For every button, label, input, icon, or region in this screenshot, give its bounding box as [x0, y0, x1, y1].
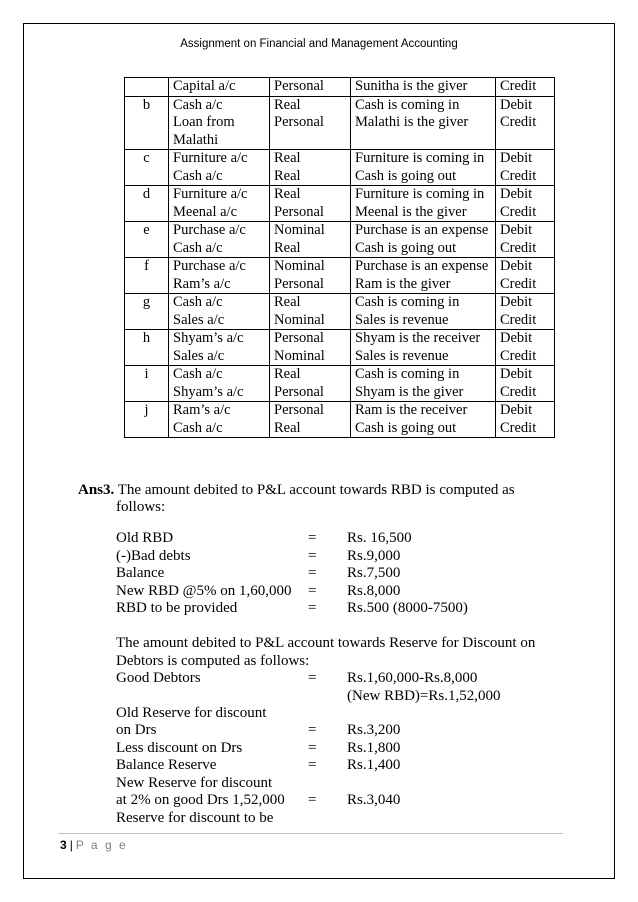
- table-row: [125, 330, 555, 366]
- cell-line: Cash is going out: [355, 167, 457, 184]
- balance-reserve-value: Rs.1,400: [347, 757, 401, 773]
- cell-line: Credit: [500, 203, 537, 220]
- account-cell: [169, 78, 270, 97]
- cell-line: Debit: [500, 96, 533, 113]
- cell-line: Personal: [274, 330, 324, 346]
- row-label: b: [125, 96, 169, 150]
- cell-line: Meenal a/c: [173, 203, 238, 220]
- account-cell: [169, 366, 270, 402]
- old-reserve-label: on Drs: [116, 722, 157, 738]
- cell-line: Personal: [274, 383, 324, 400]
- cell-line: Purchase a/c: [173, 222, 246, 238]
- cell-line: Real: [274, 150, 301, 166]
- balance-reserve-eq: =: [308, 757, 317, 773]
- reason-cell: [351, 186, 496, 222]
- effect-cell: [496, 96, 555, 150]
- cell-line: Purchase a/c: [173, 258, 246, 274]
- account-type-cell: [270, 402, 351, 438]
- row-label: d: [125, 186, 169, 222]
- effect-cell: [496, 222, 555, 258]
- cell-line: Ram is the receiver: [355, 402, 468, 418]
- cell-line: Cash a/c: [173, 96, 223, 113]
- old-reserve-value: Rs.3,200: [347, 722, 401, 738]
- cell-line: Purchase is an expense: [355, 222, 489, 238]
- row-label: g: [125, 294, 169, 330]
- cell-line: Personal: [274, 402, 324, 418]
- less-discount-label: Less discount on Drs: [116, 740, 243, 756]
- rbd-label: New RBD @5% on 1,60,000: [116, 583, 292, 599]
- cell-line: Personal: [274, 275, 324, 292]
- answer-3-intro-line2: follows:: [116, 499, 166, 515]
- rbd-value: Rs.9,000: [347, 548, 401, 564]
- cell-line: Nominal: [274, 258, 325, 274]
- cell-line: Real: [274, 294, 301, 310]
- row-label: f: [125, 258, 169, 294]
- row-label: i: [125, 366, 169, 402]
- account-cell: [169, 150, 270, 186]
- cell-line: Purchase is an expense: [355, 258, 489, 274]
- row-label: c: [125, 150, 169, 186]
- account-cell: [169, 330, 270, 366]
- effect-cell: [496, 366, 555, 402]
- account-cell: [169, 96, 270, 150]
- cell-line: Credit: [500, 275, 537, 292]
- cell-line: Credit: [500, 347, 537, 364]
- table-row: [125, 96, 555, 150]
- answer-3-intro: [78, 482, 515, 500]
- journal-analysis-table: [124, 77, 555, 438]
- cell-line: Real: [274, 186, 301, 202]
- rbd-eq: =: [308, 565, 317, 581]
- account-cell: [169, 258, 270, 294]
- cell-line: Shyam is the giver: [355, 383, 464, 400]
- row-label: e: [125, 222, 169, 258]
- table-body: [125, 78, 555, 438]
- cell-line: Cash a/c: [173, 366, 223, 382]
- cell-line: Shyam’s a/c: [173, 383, 244, 400]
- cell-line: Sunitha is the giver: [355, 78, 468, 94]
- cell-line: Real: [274, 167, 301, 184]
- cell-line: Credit: [500, 383, 537, 400]
- cell-line: Credit: [500, 167, 537, 184]
- cell-line: Sales is revenue: [355, 347, 449, 364]
- account-type-cell: [270, 294, 351, 330]
- cell-line: Cash a/c: [173, 294, 223, 310]
- rbd-eq: =: [308, 600, 317, 616]
- cell-line: Real: [274, 96, 301, 113]
- rbd-value: Rs.500 (8000-7500): [347, 600, 468, 616]
- cell-line: Debit: [500, 186, 533, 202]
- cell-line: Furniture a/c: [173, 150, 248, 166]
- cell-line: Cash is coming in: [355, 96, 460, 113]
- cell-line: Cash is coming in: [355, 366, 460, 382]
- good-debtors-value: Rs.1,60,000-Rs.8,000: [347, 670, 478, 686]
- cell-line: Ram’s a/c: [173, 402, 231, 418]
- cell-line: Nominal: [274, 222, 325, 238]
- account-cell: [169, 186, 270, 222]
- rbd-eq: =: [308, 530, 317, 546]
- effect-cell: [496, 258, 555, 294]
- page-header: Assignment on Financial and Management Accounting: [180, 38, 458, 50]
- page-word: P a g e: [75, 838, 128, 852]
- cell-line: Sales a/c: [173, 347, 225, 364]
- old-reserve-line1: Old Reserve for discount: [116, 705, 267, 721]
- cell-line: Cash is going out: [355, 419, 457, 436]
- table-row: [125, 78, 555, 97]
- cell-line: Malathi: [173, 131, 219, 148]
- reason-cell: [351, 78, 496, 97]
- cell-line: Debit: [500, 330, 533, 346]
- cell-line: Shyam is the receiver: [355, 330, 481, 346]
- cell-line: Real: [274, 366, 301, 382]
- account-cell: [169, 294, 270, 330]
- answer-3-intro-line1: The amount debited to P&L account towards RBD is computed as: [117, 482, 515, 498]
- cell-line: Credit: [500, 114, 537, 130]
- account-type-cell: [270, 330, 351, 366]
- rbd-eq: =: [308, 548, 317, 564]
- table-row: [125, 366, 555, 402]
- cell-line: Capital a/c: [173, 78, 236, 94]
- cell-line: Personal: [274, 114, 324, 130]
- account-type-cell: [270, 150, 351, 186]
- cell-line: Credit: [500, 419, 537, 436]
- account-type-cell: [270, 186, 351, 222]
- cell-line: Debit: [500, 258, 533, 274]
- reason-cell: [351, 96, 496, 150]
- rbd-label: Balance: [116, 565, 165, 581]
- good-debtors-label: Good Debtors: [116, 670, 201, 686]
- rbd-value: Rs. 16,500: [347, 530, 412, 546]
- effect-cell: [496, 330, 555, 366]
- account-type-cell: [270, 366, 351, 402]
- new-reserve-line1: New Reserve for discount: [116, 775, 273, 791]
- cell-line: Meenal is the giver: [355, 203, 467, 220]
- cell-line: Nominal: [274, 311, 325, 328]
- effect-cell: [496, 150, 555, 186]
- rbd-label: (-)Bad debts: [116, 548, 191, 564]
- good-debtors-eq: =: [308, 670, 317, 686]
- table-row: [125, 402, 555, 438]
- account-type-cell: [270, 222, 351, 258]
- page-footer: [60, 838, 128, 852]
- cell-line: Debit: [500, 366, 533, 382]
- cell-line: Debit: [500, 222, 533, 238]
- new-reserve-eq: =: [308, 792, 317, 808]
- cell-line: Cash a/c: [173, 167, 223, 184]
- cell-line: Personal: [274, 78, 324, 94]
- cell-line: Debit: [500, 402, 533, 418]
- cell-line: Ram is the giver: [355, 275, 451, 292]
- rbd-value: Rs.7,500: [347, 565, 401, 581]
- final-line: Reserve for discount to be: [116, 810, 274, 826]
- cell-line: Shyam’s a/c: [173, 330, 244, 346]
- cell-line: Debit: [500, 294, 533, 310]
- table-row: [125, 294, 555, 330]
- footer-divider: [58, 833, 563, 834]
- account-type-cell: [270, 78, 351, 97]
- cell-line: Personal: [274, 203, 324, 220]
- row-label: h: [125, 330, 169, 366]
- effect-cell: [496, 294, 555, 330]
- cell-line: Malathi is the giver: [355, 114, 469, 130]
- account-type-cell: [270, 96, 351, 150]
- row-label: j: [125, 402, 169, 438]
- reason-cell: [351, 150, 496, 186]
- reason-cell: [351, 330, 496, 366]
- page-number: 3: [60, 838, 67, 852]
- reason-cell: [351, 366, 496, 402]
- account-cell: [169, 402, 270, 438]
- new-reserve-value: Rs.3,040: [347, 792, 401, 808]
- cell-line: Cash is going out: [355, 239, 457, 256]
- footer-separator: |: [69, 838, 73, 852]
- cell-line: Real: [274, 239, 301, 256]
- row-label: [125, 78, 169, 97]
- table-row: [125, 186, 555, 222]
- cell-line: Cash is coming in: [355, 294, 460, 310]
- table-row: [125, 222, 555, 258]
- cell-line: Furniture is coming in: [355, 186, 485, 202]
- less-discount-eq: =: [308, 740, 317, 756]
- less-discount-value: Rs.1,800: [347, 740, 401, 756]
- effect-cell: [496, 78, 555, 97]
- discount-intro-line2: Debtors is computed as follows:: [116, 653, 310, 669]
- cell-line: Credit: [500, 311, 537, 328]
- answer-3-heading: Ans3.: [78, 482, 115, 498]
- account-type-cell: [270, 258, 351, 294]
- old-reserve-eq: =: [308, 722, 317, 738]
- cell-line: Furniture a/c: [173, 186, 248, 202]
- balance-reserve-label: Balance Reserve: [116, 757, 217, 773]
- table-row: [125, 258, 555, 294]
- cell-line: Debit: [500, 150, 533, 166]
- account-cell: [169, 222, 270, 258]
- discount-intro-line1: The amount debited to P&L account towards Reserve for Discount on: [116, 635, 536, 651]
- rbd-value: Rs.8,000: [347, 583, 401, 599]
- cell-line: Credit: [500, 78, 537, 94]
- rbd-label: Old RBD: [116, 530, 174, 546]
- cell-line: Cash a/c: [173, 239, 223, 256]
- effect-cell: [496, 402, 555, 438]
- reason-cell: [351, 402, 496, 438]
- cell-line: Ram’s a/c: [173, 275, 231, 292]
- rbd-eq: =: [308, 583, 317, 599]
- reason-cell: [351, 258, 496, 294]
- table-row: [125, 150, 555, 186]
- reason-cell: [351, 222, 496, 258]
- rbd-label: RBD to be provided: [116, 600, 238, 616]
- cell-line: Furniture is coming in: [355, 150, 485, 166]
- cell-line: Sales a/c: [173, 311, 225, 328]
- effect-cell: [496, 186, 555, 222]
- cell-line: Real: [274, 419, 301, 436]
- good-debtors-value2: (New RBD)=Rs.1,52,000: [347, 688, 501, 704]
- cell-line: Nominal: [274, 347, 325, 364]
- cell-line: Loan from: [173, 114, 235, 130]
- cell-line: Sales is revenue: [355, 311, 449, 328]
- reason-cell: [351, 294, 496, 330]
- cell-line: Cash a/c: [173, 419, 223, 436]
- cell-line: Credit: [500, 239, 537, 256]
- new-reserve-label: at 2% on good Drs 1,52,000: [116, 792, 285, 808]
